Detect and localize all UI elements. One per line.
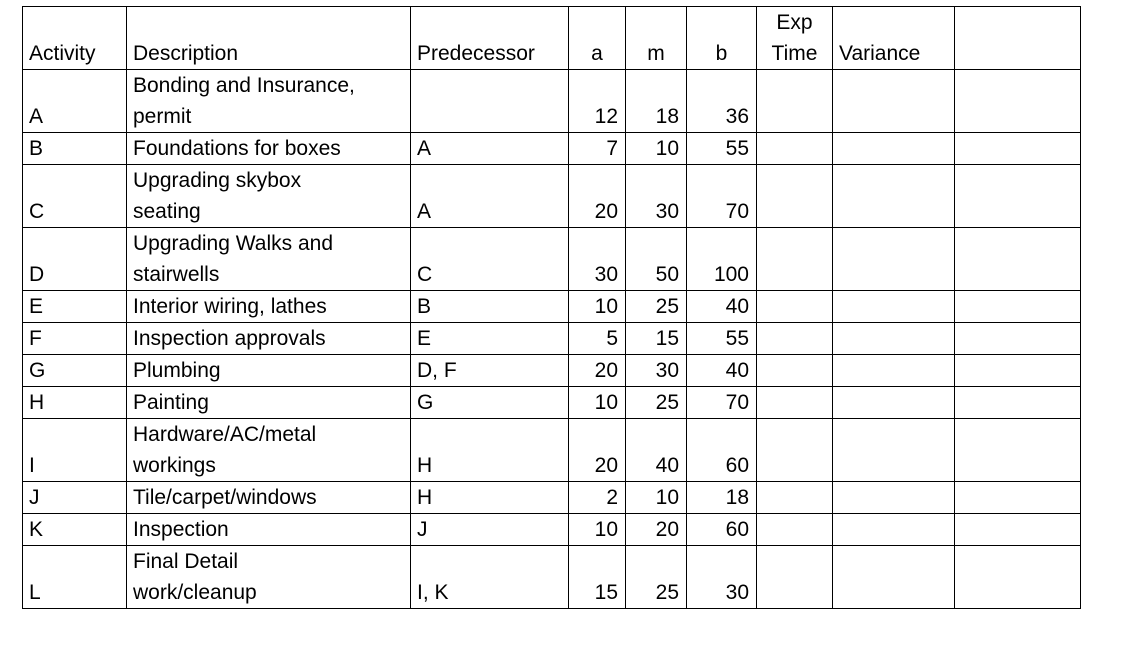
- exp-time-cell[interactable]: [757, 355, 833, 387]
- m-cell[interactable]: 25: [626, 546, 687, 609]
- description-line: Foundations for boxes: [133, 137, 341, 160]
- activity-cell[interactable]: L: [23, 546, 127, 609]
- description-line: Hardware/AC/metal: [133, 423, 317, 446]
- description-line: permit: [133, 105, 192, 128]
- predecessor-cell[interactable]: B: [411, 291, 569, 323]
- activity-cell[interactable]: H: [23, 387, 127, 419]
- description-cell[interactable]: [127, 323, 411, 355]
- variance-cell[interactable]: [833, 323, 955, 355]
- table-row: [23, 228, 1081, 291]
- table-row: [23, 514, 1081, 546]
- m-cell[interactable]: 20: [626, 514, 687, 546]
- header-predecessor[interactable]: Predecessor: [411, 7, 569, 70]
- activity-cell[interactable]: C: [23, 165, 127, 228]
- m-cell[interactable]: 15: [626, 323, 687, 355]
- a-cell[interactable]: 20: [569, 419, 626, 482]
- exp-time-cell[interactable]: [757, 70, 833, 133]
- description-line: Inspection: [133, 518, 229, 541]
- a-cell[interactable]: 20: [569, 165, 626, 228]
- predecessor-cell[interactable]: H: [411, 482, 569, 514]
- extra-cell[interactable]: [955, 514, 1081, 546]
- m-cell[interactable]: 30: [626, 165, 687, 228]
- description-cell[interactable]: [127, 228, 411, 291]
- a-cell[interactable]: 30: [569, 228, 626, 291]
- header-exp-time-line2: Time: [771, 42, 818, 65]
- a-cell[interactable]: 10: [569, 291, 626, 323]
- variance-cell[interactable]: [833, 165, 955, 228]
- a-cell[interactable]: 20: [569, 355, 626, 387]
- description-line: workings: [133, 454, 216, 477]
- extra-cell[interactable]: [955, 133, 1081, 165]
- predecessor-cell[interactable]: H: [411, 419, 569, 482]
- activity-cell[interactable]: D: [23, 228, 127, 291]
- variance-cell[interactable]: [833, 228, 955, 291]
- description-line: Bonding and Insurance,: [133, 74, 355, 97]
- table-row: [23, 419, 1081, 482]
- b-cell[interactable]: 40: [687, 355, 757, 387]
- m-cell[interactable]: 10: [626, 133, 687, 165]
- predecessor-cell[interactable]: G: [411, 387, 569, 419]
- header-description[interactable]: Description: [127, 7, 411, 70]
- activity-cell[interactable]: F: [23, 323, 127, 355]
- extra-cell[interactable]: [955, 323, 1081, 355]
- exp-time-cell[interactable]: [757, 291, 833, 323]
- a-cell[interactable]: 12: [569, 70, 626, 133]
- variance-cell[interactable]: [833, 133, 955, 165]
- m-cell[interactable]: 18: [626, 70, 687, 133]
- extra-cell[interactable]: [955, 482, 1081, 514]
- description-line: work/cleanup: [133, 581, 257, 604]
- a-cell[interactable]: 5: [569, 323, 626, 355]
- description-cell[interactable]: [127, 291, 411, 323]
- description-line: seating: [133, 200, 201, 223]
- b-cell[interactable]: 40: [687, 291, 757, 323]
- b-cell[interactable]: 60: [687, 514, 757, 546]
- description-line: Final Detail: [133, 550, 239, 573]
- predecessor-cell[interactable]: A: [411, 165, 569, 228]
- header-activity[interactable]: Activity: [23, 7, 127, 70]
- variance-cell[interactable]: [833, 546, 955, 609]
- activity-cell[interactable]: B: [23, 133, 127, 165]
- predecessor-cell[interactable]: E: [411, 323, 569, 355]
- description-line: Upgrading Walks and: [133, 232, 333, 255]
- description-line: Plumbing: [133, 359, 221, 382]
- description-cell[interactable]: [127, 355, 411, 387]
- exp-time-cell[interactable]: [757, 165, 833, 228]
- table-row: [23, 482, 1081, 514]
- extra-cell[interactable]: [955, 70, 1081, 133]
- header-exp-time-line1: Exp: [776, 11, 813, 34]
- header-m[interactable]: m: [626, 7, 687, 70]
- exp-time-cell[interactable]: [757, 546, 833, 609]
- variance-cell[interactable]: [833, 387, 955, 419]
- description-cell[interactable]: [127, 133, 411, 165]
- exp-time-cell[interactable]: [757, 387, 833, 419]
- m-cell[interactable]: 30: [626, 355, 687, 387]
- extra-cell[interactable]: [955, 291, 1081, 323]
- predecessor-cell[interactable]: C: [411, 228, 569, 291]
- b-cell[interactable]: 100: [687, 228, 757, 291]
- b-cell[interactable]: 70: [687, 165, 757, 228]
- description-cell[interactable]: [127, 482, 411, 514]
- variance-cell[interactable]: [833, 419, 955, 482]
- m-cell[interactable]: 10: [626, 482, 687, 514]
- description-cell[interactable]: [127, 70, 411, 133]
- a-cell[interactable]: 7: [569, 133, 626, 165]
- header-a[interactable]: a: [569, 7, 626, 70]
- a-cell[interactable]: 2: [569, 482, 626, 514]
- extra-cell[interactable]: [955, 165, 1081, 228]
- exp-time-cell[interactable]: [757, 419, 833, 482]
- activity-cell[interactable]: K: [23, 514, 127, 546]
- predecessor-cell[interactable]: J: [411, 514, 569, 546]
- extra-cell[interactable]: [955, 228, 1081, 291]
- description-cell[interactable]: [127, 514, 411, 546]
- activity-cell[interactable]: E: [23, 291, 127, 323]
- predecessor-cell[interactable]: D, F: [411, 355, 569, 387]
- extra-cell[interactable]: [955, 387, 1081, 419]
- description-cell[interactable]: [127, 419, 411, 482]
- table-row: [23, 133, 1081, 165]
- activity-cell[interactable]: A: [23, 70, 127, 133]
- description-line: stairwells: [133, 263, 220, 286]
- header-variance[interactable]: Variance: [833, 7, 955, 70]
- b-cell[interactable]: 36: [687, 70, 757, 133]
- exp-time-cell[interactable]: [757, 323, 833, 355]
- table-row: [23, 355, 1081, 387]
- m-cell[interactable]: 50: [626, 228, 687, 291]
- extra-cell[interactable]: [955, 355, 1081, 387]
- predecessor-cell[interactable]: I, K: [411, 546, 569, 609]
- description-cell[interactable]: [127, 387, 411, 419]
- activity-cell[interactable]: G: [23, 355, 127, 387]
- b-cell[interactable]: 55: [687, 323, 757, 355]
- exp-time-cell[interactable]: [757, 228, 833, 291]
- header-b[interactable]: b: [687, 7, 757, 70]
- variance-cell[interactable]: [833, 291, 955, 323]
- description-line: Inspection approvals: [133, 327, 326, 350]
- variance-cell[interactable]: [833, 514, 955, 546]
- a-cell[interactable]: 10: [569, 387, 626, 419]
- table-row: [23, 323, 1081, 355]
- table-row: [23, 70, 1081, 133]
- variance-cell[interactable]: [833, 482, 955, 514]
- m-cell[interactable]: 25: [626, 291, 687, 323]
- header-exp-time[interactable]: [757, 7, 833, 70]
- m-cell[interactable]: 40: [626, 419, 687, 482]
- pert-activity-table: [22, 6, 1081, 609]
- b-cell[interactable]: 70: [687, 387, 757, 419]
- b-cell[interactable]: 60: [687, 419, 757, 482]
- m-cell[interactable]: 25: [626, 387, 687, 419]
- b-cell[interactable]: 30: [687, 546, 757, 609]
- a-cell[interactable]: 15: [569, 546, 626, 609]
- predecessor-cell[interactable]: A: [411, 133, 569, 165]
- b-cell[interactable]: 18: [687, 482, 757, 514]
- description-line: Tile/carpet/windows: [133, 486, 317, 509]
- activity-cell[interactable]: J: [23, 482, 127, 514]
- variance-cell[interactable]: [833, 355, 955, 387]
- predecessor-cell[interactable]: [411, 70, 569, 133]
- table-row: [23, 546, 1081, 609]
- description-line: Interior wiring, lathes: [133, 295, 327, 318]
- header-row: [23, 7, 1081, 70]
- extra-cell[interactable]: [955, 546, 1081, 609]
- extra-cell[interactable]: [955, 419, 1081, 482]
- exp-time-cell[interactable]: [757, 514, 833, 546]
- description-cell[interactable]: [127, 546, 411, 609]
- variance-cell[interactable]: [833, 70, 955, 133]
- table-row: [23, 165, 1081, 228]
- description-line: Upgrading skybox: [133, 169, 302, 192]
- header-extra[interactable]: [955, 7, 1081, 70]
- exp-time-cell[interactable]: [757, 482, 833, 514]
- b-cell[interactable]: 55: [687, 133, 757, 165]
- description-cell[interactable]: [127, 165, 411, 228]
- description-line: Painting: [133, 391, 209, 414]
- activity-cell[interactable]: I: [23, 419, 127, 482]
- table-row: [23, 291, 1081, 323]
- exp-time-cell[interactable]: [757, 133, 833, 165]
- a-cell[interactable]: 10: [569, 514, 626, 546]
- table-row: [23, 387, 1081, 419]
